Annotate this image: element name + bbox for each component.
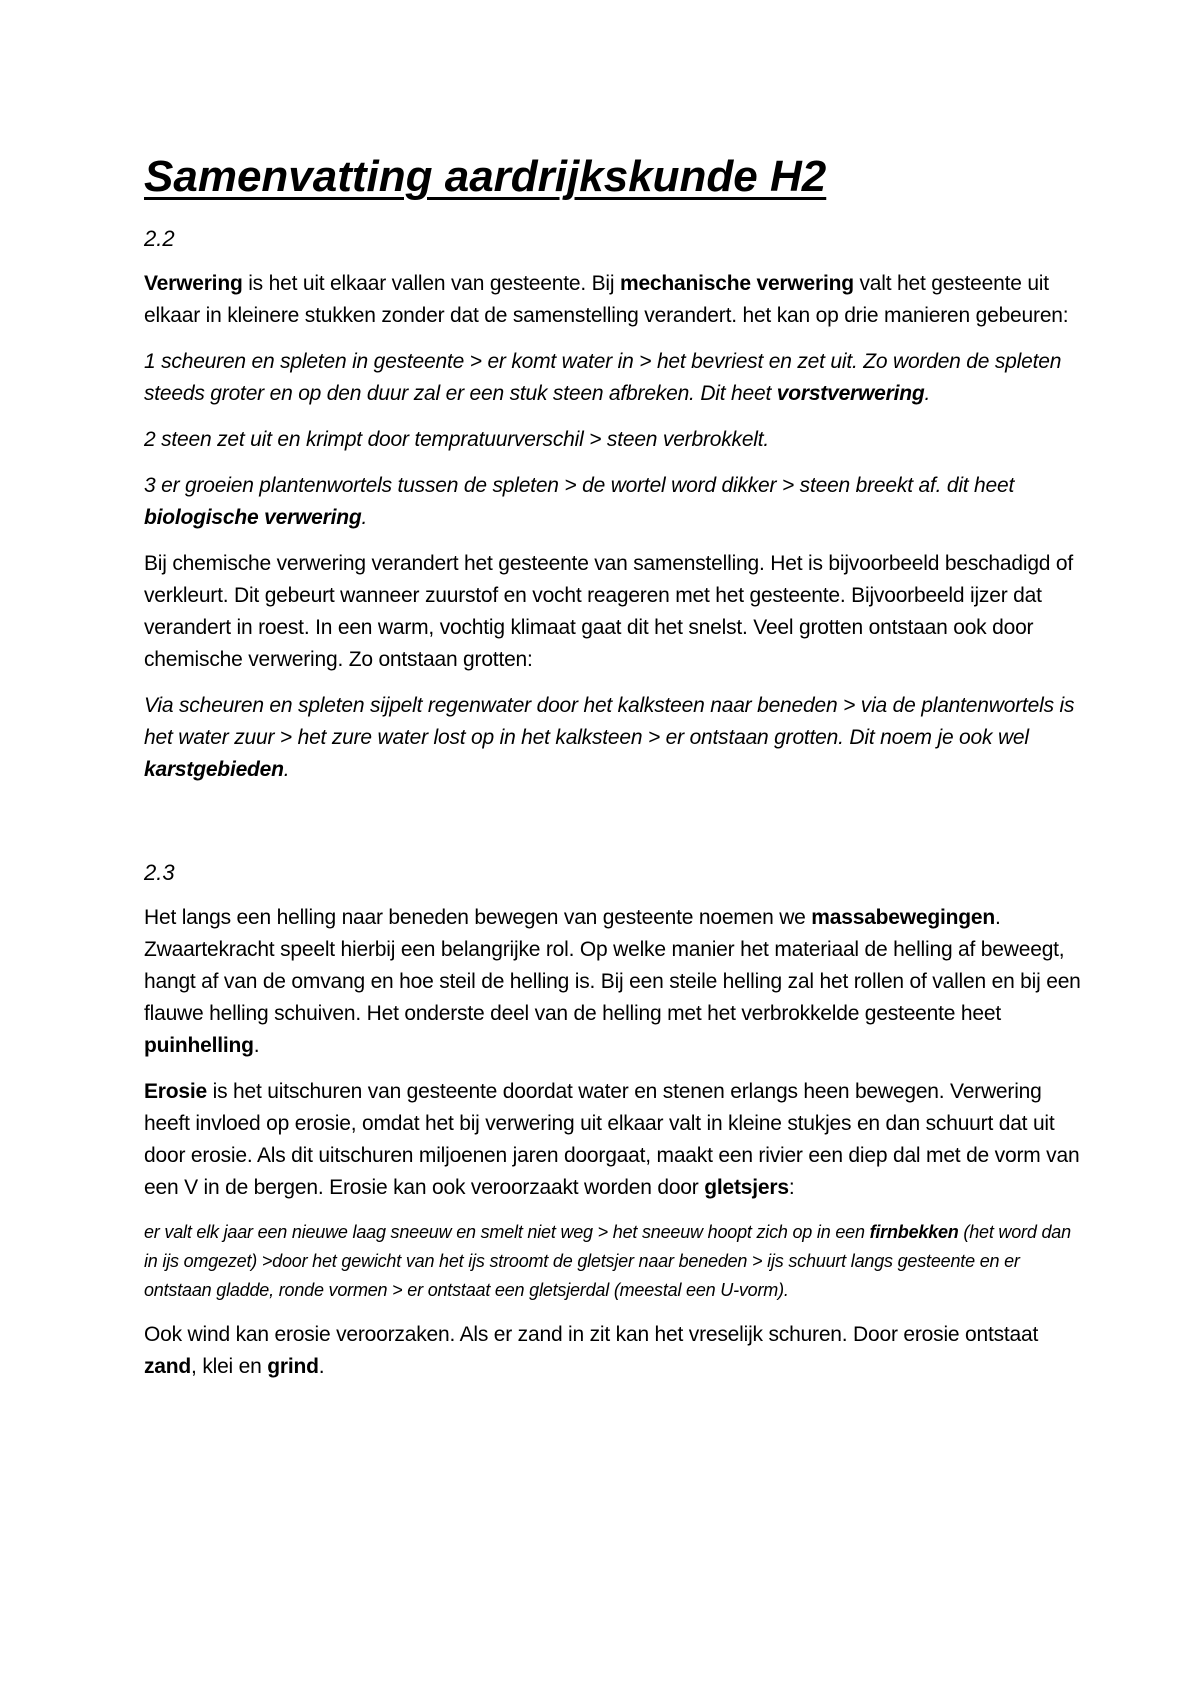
term-verwering: Verwering xyxy=(144,272,243,295)
term-gletsjers: gletsjers xyxy=(704,1176,789,1199)
term-grind: grind xyxy=(267,1355,319,1378)
list-item-1: 1 scheuren en spleten in gesteente > er komt water in > het bevriest en zet uit. Zo worden de spleten steeds groter en op den duur zal er een stuk steen afbreken. Dit heet vorstverwering. xyxy=(144,350,1062,405)
term-zand: zand xyxy=(144,1355,192,1378)
paragraph-gletsjer-proces: er valt elk jaar een nieuwe laag sneeuw en smelt niet weg > het sneeuw hoopt zich op in een firnbekken (het word dan in ijs omgezet) >door het gewicht van het ijs stroomt de gletsjer naar beneden > ijs schuurt langs gesteente en er ontstaan gladde, ronde vormen > er ontstaat een gletsjerdal (meestal een U-vorm). xyxy=(144,1222,1071,1300)
term-puinhelling: puinhelling xyxy=(144,1034,254,1057)
term-biologische-verwering: biologische verwering xyxy=(144,506,362,529)
paragraph-verwering: Verwering is het uit elkaar vallen van gesteente. Bij mechanische verwering valt het gesteente uit elkaar in kleinere stukken zonder dat de samenstelling verandert. het kan op drie manieren gebeuren: xyxy=(144,272,1069,327)
term-massabewegingen: massabewegingen xyxy=(811,906,996,929)
paragraph-massabewegingen: Het langs een helling naar beneden bewegen van gesteente noemen we massabewegingen. Zwaartekracht speelt hierbij een belangrijke rol. Op welke manier het materiaal de helling af beweegt, hangt af van de omvang en hoe steil de helling is. Bij een steile helling zal het rollen of vallen en bij een flauwe helling schuiven. Het onderste deel van de helling met het verbrokkelde gesteente heet puinhelling. xyxy=(144,906,1081,1057)
list-item-2: 2 steen zet uit en krimpt door tempratuurverschil > steen verbrokkelt. xyxy=(144,428,770,451)
paragraph-wind-erosie: Ook wind kan erosie veroorzaken. Als er zand in zit kan het vreselijk schuren. Door erosie ontstaat zand, klei en grind. xyxy=(144,1323,1039,1378)
term-mechanische-verwering: mechanische verwering xyxy=(619,272,854,295)
paragraph-erosie: Erosie is het uitschuren van gesteente doordat water en stenen erlangs heen bewegen. Verwering heeft invloed op erosie, omdat het bij verwering uit elkaar valt in kleine stukjes en dan schuurt dat uit door erosie. Als dit uitschuren miljoenen jaren doorgaat, maakt een rivier een diep dal met de vorm van een V in de bergen. Erosie kan ook veroorzaakt worden door gletsjers: xyxy=(144,1080,1080,1199)
term-vorstverwering: vorstverwering xyxy=(776,382,925,405)
paragraph-grotten: Via scheuren en spleten sijpelt regenwater door het kalksteen naar beneden > via de plantenwortels is het water zuur > het zure water lost op in het kalksteen > er ontstaan grotten. Dit noem je ook wel karstgebieden. xyxy=(144,694,1075,781)
term-erosie: Erosie xyxy=(144,1080,207,1103)
term-firnbekken: firnbekken xyxy=(869,1222,959,1242)
document-title: Samenvatting aardrijkskunde H2 xyxy=(144,152,827,201)
section-number-2-2: 2.2 xyxy=(144,226,175,251)
list-item-3: 3 er groeien plantenwortels tussen de spleten > de wortel word dikker > steen breekt af. dit heet biologische verwering. xyxy=(144,474,1015,529)
paragraph-chemische-verwering: Bij chemische verwering verandert het gesteente van samenstelling. Het is bijvoorbeeld beschadigd of verkleurt. Dit gebeurt wanneer zuurstof en vocht reageren met het gesteente. Bijvoorbeeld ijzer dat verandert in roest. In een warm, vochtig klimaat gaat dit het snelst. Veel grotten ontstaan ook door chemische verwering. Zo ontstaan grotten: xyxy=(144,552,1074,671)
section-number-2-3: 2.3 xyxy=(144,860,175,885)
document-page xyxy=(144,150,1084,1383)
term-karstgebieden: karstgebieden xyxy=(144,758,284,781)
